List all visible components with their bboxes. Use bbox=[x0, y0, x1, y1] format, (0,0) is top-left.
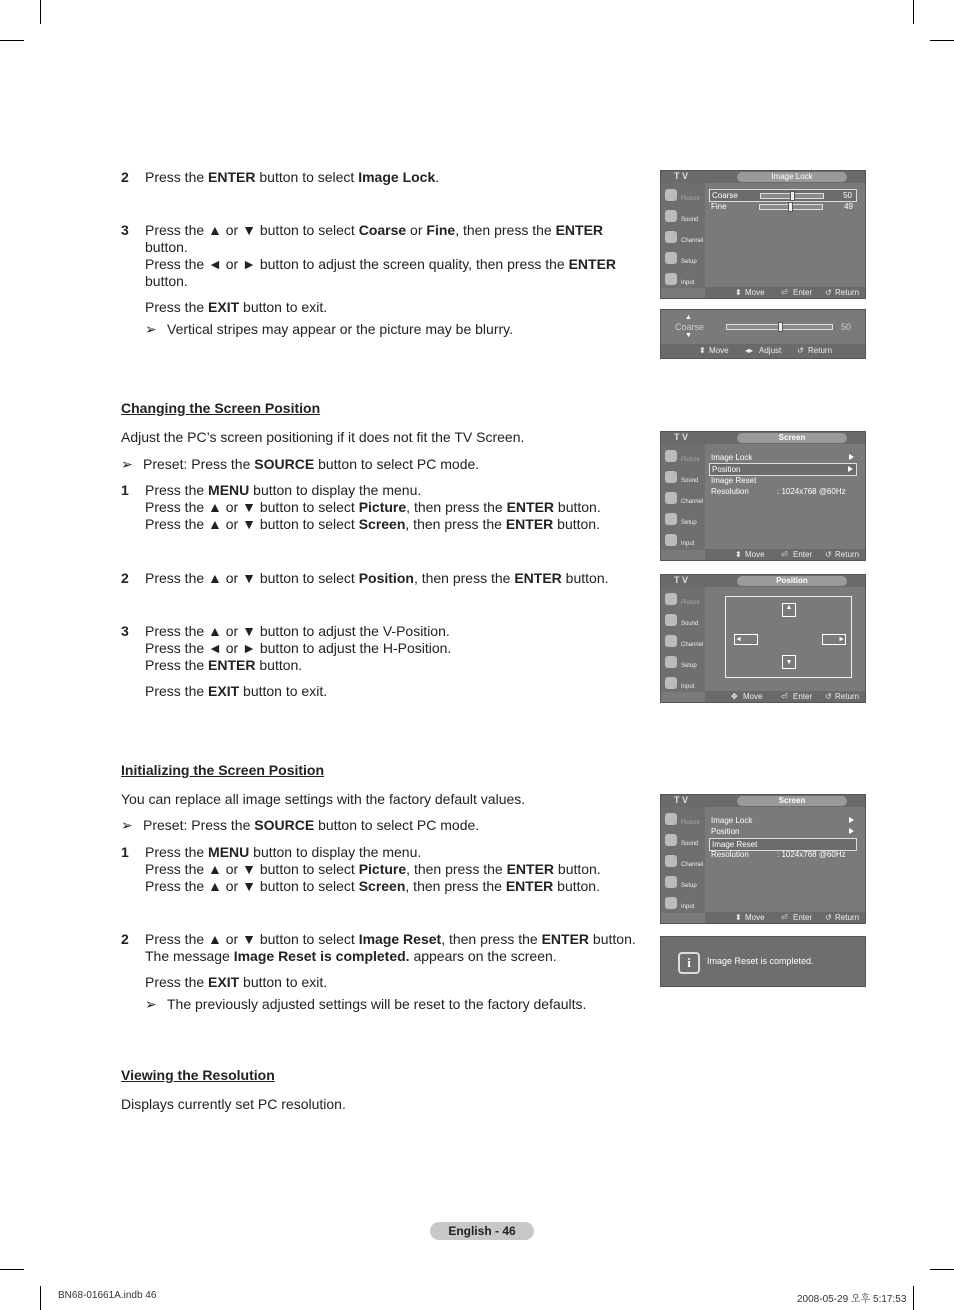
return-icon: ↺ bbox=[825, 913, 832, 922]
osd-bottombar bbox=[705, 287, 865, 298]
osd-sidebar bbox=[661, 444, 705, 550]
down-arrow-icon: ▼ bbox=[685, 332, 692, 339]
text: , then press the bbox=[405, 878, 506, 894]
osd-topbar bbox=[661, 432, 865, 444]
text: button. bbox=[255, 657, 303, 673]
crop-mark bbox=[40, 1286, 41, 1310]
osd-bar-move: Move bbox=[745, 913, 765, 922]
osd-side-label: Channel bbox=[681, 642, 704, 648]
osd-tv-label: T V bbox=[674, 795, 689, 805]
text-bold: ENTER bbox=[541, 931, 590, 947]
text: button to select PC mode. bbox=[314, 456, 480, 472]
text-bold: EXIT bbox=[208, 299, 240, 315]
picture-icon bbox=[665, 593, 677, 605]
osd-row-label: Coarse bbox=[712, 191, 738, 200]
adjust-icon: ◂▸ bbox=[745, 346, 754, 355]
text: , then press the bbox=[405, 516, 506, 532]
osd-bar-return: Return bbox=[835, 288, 860, 297]
osd-side-label: Input bbox=[681, 280, 695, 286]
osd-row-position bbox=[709, 826, 857, 837]
crop-mark bbox=[913, 0, 914, 24]
osd-title: Screen bbox=[737, 433, 847, 443]
slug-left: BN68-01661A.indb 46 bbox=[58, 1290, 157, 1301]
text-bold: ENTER bbox=[506, 499, 555, 515]
text: button to exit. bbox=[239, 299, 328, 315]
text: Press the ▲ or ▼ button to adjust the V-Position. bbox=[145, 623, 450, 639]
text-bold: Coarse bbox=[358, 222, 407, 238]
text: button. bbox=[553, 878, 600, 894]
osd-side-setup bbox=[663, 874, 703, 894]
osd-title: Position bbox=[737, 576, 847, 586]
osd-bottombar bbox=[705, 691, 865, 702]
osd-side-label: Setup bbox=[681, 663, 697, 669]
enter-icon: ⏎ bbox=[781, 692, 788, 701]
osd-sidebar bbox=[661, 807, 705, 913]
osd-bar-adjust: Adjust bbox=[759, 346, 782, 355]
text: . bbox=[435, 169, 440, 185]
return-icon: ↺ bbox=[797, 346, 804, 355]
text-bold: EXIT bbox=[208, 974, 240, 990]
crop-mark bbox=[930, 1269, 954, 1270]
text: Preset: Press the bbox=[143, 817, 255, 833]
step-number: 1 bbox=[121, 844, 129, 860]
text: Press the bbox=[145, 169, 209, 185]
move-icon: ⬍ bbox=[699, 346, 706, 355]
osd-side-label: Picture bbox=[681, 196, 700, 202]
text-bold: MENU bbox=[208, 844, 250, 860]
osd-side-input bbox=[663, 532, 703, 552]
text-bold: ENTER bbox=[505, 878, 554, 894]
text-bold: ENTER bbox=[208, 657, 256, 673]
osd-side-picture bbox=[663, 811, 703, 831]
osd-side-label: Input bbox=[681, 541, 695, 547]
osd-row-value: 50 bbox=[843, 191, 852, 200]
crop-mark bbox=[40, 0, 41, 24]
text-bold: ENTER bbox=[514, 570, 562, 586]
text-bold: ENTER bbox=[208, 169, 256, 185]
osd-row-label: Image Lock bbox=[711, 816, 753, 825]
osd-side-label: Picture bbox=[681, 600, 700, 606]
osd-bar-enter: Enter bbox=[793, 692, 813, 701]
input-icon bbox=[665, 534, 677, 546]
osd-row-image-lock bbox=[709, 815, 857, 826]
text: , then press the bbox=[406, 861, 507, 877]
preset-note bbox=[121, 817, 479, 834]
osd-position-adjust bbox=[660, 574, 866, 703]
text: Press the bbox=[145, 683, 209, 699]
osd-side-label: Sound bbox=[681, 841, 699, 847]
osd-tv-label: T V bbox=[674, 171, 689, 181]
text-bold: Screen bbox=[358, 878, 406, 894]
position-down-icon: ▼ bbox=[782, 655, 796, 669]
osd-side-label: Input bbox=[681, 684, 695, 690]
text: Press the bbox=[145, 657, 209, 673]
channel-icon bbox=[665, 492, 677, 504]
osd-coarse-popup bbox=[660, 309, 866, 359]
text-bold: Position bbox=[358, 570, 414, 586]
osd-row-resolution bbox=[709, 486, 857, 497]
text: Press the bbox=[145, 482, 209, 498]
text: Press the ▲ or ▼ button to select bbox=[145, 516, 359, 532]
return-icon: ↺ bbox=[825, 692, 832, 701]
osd-bottombar bbox=[661, 344, 865, 358]
coarse-popup-slider bbox=[726, 324, 833, 330]
sound-icon bbox=[665, 210, 677, 222]
osd-bar-enter: Enter bbox=[793, 288, 813, 297]
osd-side-label: Sound bbox=[681, 621, 699, 627]
text: or bbox=[406, 222, 427, 238]
osd-main bbox=[707, 185, 859, 286]
text: Press the bbox=[145, 299, 209, 315]
setup-icon bbox=[665, 513, 677, 525]
osd-side-label: Channel bbox=[681, 862, 704, 868]
text: , then press the bbox=[406, 499, 507, 515]
osd-image-lock bbox=[660, 170, 866, 299]
crop-mark bbox=[913, 1286, 914, 1310]
osd-bottombar bbox=[705, 912, 865, 923]
text: Press the ▲ or ▼ button to select bbox=[145, 222, 359, 238]
text: button to exit. bbox=[239, 974, 328, 990]
intro-text: You can replace all image settings with the factory default values. bbox=[121, 791, 526, 807]
text: Preset: Press the bbox=[143, 456, 255, 472]
crop-mark bbox=[0, 40, 24, 41]
coarse-label: Coarse bbox=[675, 322, 705, 332]
text: , then press the bbox=[413, 570, 515, 586]
osd-side-setup bbox=[663, 511, 703, 531]
osd-side-sound bbox=[663, 832, 703, 852]
step-number: 1 bbox=[121, 482, 129, 498]
text: Press the ▲ or ▼ button to select bbox=[145, 499, 359, 515]
osd-row-image-lock bbox=[709, 452, 857, 463]
text: button. bbox=[553, 516, 600, 532]
osd-row-label: Image Lock bbox=[711, 453, 753, 462]
chevron-right-icon bbox=[849, 817, 854, 823]
page-number: English - 46 bbox=[430, 1222, 534, 1240]
channel-icon bbox=[665, 231, 677, 243]
osd-side-input bbox=[663, 675, 703, 695]
osd-side-input bbox=[663, 271, 703, 291]
osd-side-setup bbox=[663, 250, 703, 270]
osd-row-label: Position bbox=[712, 465, 741, 474]
osd-side-sound bbox=[663, 612, 703, 632]
osd-main bbox=[707, 446, 859, 548]
picture-icon bbox=[665, 189, 677, 201]
enter-icon: ⏎ bbox=[781, 550, 788, 559]
osd-side-label: Sound bbox=[681, 478, 699, 484]
osd-bar-move: Move bbox=[709, 346, 729, 355]
text: button. bbox=[145, 273, 188, 289]
text: , then press the bbox=[441, 931, 542, 947]
text-bold: ENTER bbox=[506, 861, 555, 877]
step-number: 2 bbox=[121, 169, 129, 185]
note-vertical-stripes bbox=[145, 321, 513, 338]
osd-row-label: Position bbox=[711, 827, 740, 836]
osd-side-channel bbox=[663, 853, 703, 873]
osd-row-fine bbox=[709, 201, 857, 212]
heading-viewing-resolution: Viewing the Resolution bbox=[121, 1067, 275, 1083]
osd-topbar bbox=[661, 171, 865, 183]
enter-icon: ⏎ bbox=[781, 913, 788, 922]
text: button. bbox=[561, 570, 609, 586]
preset-note bbox=[121, 456, 479, 473]
osd-bar-move: Move bbox=[743, 692, 763, 701]
text: appears on the screen. bbox=[409, 948, 557, 964]
osd-main bbox=[707, 809, 859, 911]
intro-text: Displays currently set PC resolution. bbox=[121, 1096, 346, 1112]
osd-row-label: Resolution bbox=[711, 487, 749, 496]
text: Vertical stripes may appear or the picture may be blurry. bbox=[167, 321, 514, 337]
move-icon: ⬍ bbox=[735, 288, 742, 297]
osd-tv-label: T V bbox=[674, 575, 689, 585]
text-bold: ENTER bbox=[555, 222, 604, 238]
osd-side-sound bbox=[663, 469, 703, 489]
osd-row-label: Resolution bbox=[711, 850, 749, 859]
text-bold: Image Reset bbox=[358, 931, 442, 947]
text: Press the bbox=[145, 974, 209, 990]
text: button. bbox=[554, 499, 601, 515]
osd-bar-return: Return bbox=[835, 550, 860, 559]
input-icon bbox=[665, 273, 677, 285]
text: Press the ▲ or ▼ button to select bbox=[145, 931, 359, 947]
text-bold: EXIT bbox=[208, 683, 240, 699]
text: button to display the menu. bbox=[249, 482, 422, 498]
osd-row-label: Image Reset bbox=[712, 840, 758, 849]
text-bold: Picture bbox=[358, 861, 407, 877]
channel-icon bbox=[665, 855, 677, 867]
sound-icon bbox=[665, 834, 677, 846]
osd-side-label: Input bbox=[681, 904, 695, 910]
crop-mark bbox=[930, 40, 954, 41]
osd-screen-position bbox=[660, 431, 866, 561]
osd-tv-label: T V bbox=[674, 432, 689, 442]
osd-side-label: Setup bbox=[681, 259, 697, 265]
text: The previously adjusted settings will be reset to the factory defaults. bbox=[167, 996, 587, 1012]
note-arrow-icon: ➢ bbox=[145, 321, 157, 337]
note-arrow-icon: ➢ bbox=[121, 456, 133, 472]
setup-icon bbox=[665, 876, 677, 888]
osd-row-label: Image Reset bbox=[711, 476, 757, 485]
channel-icon bbox=[665, 635, 677, 647]
text: button to select bbox=[255, 169, 359, 185]
sound-icon bbox=[665, 614, 677, 626]
text: Press the ▲ or ▼ button to select bbox=[145, 570, 359, 586]
text-bold: Image Reset is completed. bbox=[233, 948, 410, 964]
osd-side-picture bbox=[663, 187, 703, 207]
picture-icon bbox=[665, 450, 677, 462]
osd-title: Screen bbox=[737, 796, 847, 806]
position-up-icon: ▲ bbox=[782, 603, 796, 617]
text: Press the bbox=[145, 844, 209, 860]
text: button. bbox=[145, 239, 188, 255]
text: Press the ▲ or ▼ button to select bbox=[145, 861, 359, 877]
osd-row-value: 49 bbox=[844, 202, 853, 211]
osd-side-input bbox=[663, 895, 703, 915]
osd-sidebar bbox=[661, 587, 705, 692]
fine-slider bbox=[759, 204, 823, 210]
osd-screen-image-reset bbox=[660, 794, 866, 924]
text: , then press the bbox=[455, 222, 556, 238]
osd-side-sound bbox=[663, 208, 703, 228]
osd-bar-enter: Enter bbox=[793, 550, 813, 559]
osd-bar-return: Return bbox=[808, 346, 833, 355]
osd-bar-return: Return bbox=[835, 692, 860, 701]
osd-bar-return: Return bbox=[835, 913, 860, 922]
text-bold: SOURCE bbox=[254, 456, 315, 472]
osd-side-label: Setup bbox=[681, 883, 697, 889]
step-number: 3 bbox=[121, 623, 129, 639]
heading-changing-screen-position: Changing the Screen Position bbox=[121, 400, 321, 416]
text-bold: Picture bbox=[358, 499, 407, 515]
setup-icon bbox=[665, 656, 677, 668]
osd-side-channel bbox=[663, 229, 703, 249]
osd-side-label: Channel bbox=[681, 499, 704, 505]
slider-knob bbox=[778, 322, 783, 332]
return-icon: ↺ bbox=[825, 288, 832, 297]
osd-bar-move: Move bbox=[745, 288, 765, 297]
text-bold: MENU bbox=[208, 482, 250, 498]
osd-row-image-reset bbox=[709, 475, 857, 486]
note-arrow-icon: ➢ bbox=[121, 817, 133, 833]
text: button to exit. bbox=[239, 683, 328, 699]
osd-row-resolution bbox=[709, 849, 857, 860]
chevron-right-icon bbox=[849, 828, 854, 834]
text-bold: ENTER bbox=[568, 256, 617, 272]
setup-icon bbox=[665, 252, 677, 264]
text: button to select PC mode. bbox=[314, 817, 480, 833]
slug-right: 2008-05-29 오후 5:17:53 bbox=[797, 1294, 907, 1305]
reset-message-text: Image Reset is completed. bbox=[707, 956, 814, 966]
info-icon: i bbox=[678, 952, 700, 974]
osd-side-setup bbox=[663, 654, 703, 674]
sound-icon bbox=[665, 471, 677, 483]
text-bold: SOURCE bbox=[254, 817, 315, 833]
up-arrow-icon: ▲ bbox=[685, 314, 692, 321]
picture-icon bbox=[665, 813, 677, 825]
osd-title: Image Lock bbox=[737, 172, 847, 182]
intro-text: Adjust the PC’s screen positioning if it does not fit the TV Screen. bbox=[121, 429, 525, 445]
text: button to display the menu. bbox=[249, 844, 422, 860]
heading-initializing-screen-position: Initializing the Screen Position bbox=[121, 762, 325, 778]
osd-topbar bbox=[661, 575, 865, 587]
step-number: 3 bbox=[121, 222, 129, 238]
osd-side-label: Picture bbox=[681, 457, 700, 463]
note-arrow-icon: ➢ bbox=[145, 996, 157, 1012]
note-reset-defaults bbox=[145, 996, 586, 1013]
move-all-icon: ✥ bbox=[731, 692, 738, 701]
osd-side-label: Sound bbox=[681, 217, 699, 223]
return-icon: ↺ bbox=[825, 550, 832, 559]
position-left-icon: ◄ bbox=[734, 634, 758, 645]
step-number: 2 bbox=[121, 570, 129, 586]
text: button. bbox=[589, 931, 636, 947]
input-icon bbox=[665, 897, 677, 909]
coarse-popup-value: 50 bbox=[841, 322, 852, 332]
osd-side-picture bbox=[663, 448, 703, 468]
slider-knob bbox=[788, 202, 793, 212]
text: The message bbox=[145, 948, 234, 964]
osd-side-label: Setup bbox=[681, 520, 697, 526]
input-icon bbox=[665, 677, 677, 689]
osd-reset-message bbox=[660, 936, 866, 987]
osd-row-value: : 1024x768 @60Hz bbox=[777, 850, 846, 859]
osd-side-picture bbox=[663, 591, 703, 611]
text-bold: Fine bbox=[426, 222, 456, 238]
crop-mark bbox=[0, 1269, 24, 1270]
text: Press the ◄ or ► button to adjust the screen quality, then press the bbox=[145, 256, 569, 272]
coarse-slider bbox=[760, 193, 824, 199]
osd-side-label: Channel bbox=[681, 238, 704, 244]
move-icon: ⬍ bbox=[735, 913, 742, 922]
position-frame bbox=[725, 596, 852, 678]
slider-knob bbox=[790, 191, 795, 201]
osd-bottombar bbox=[705, 549, 865, 560]
enter-icon: ⏎ bbox=[781, 288, 788, 297]
text: Press the ◄ or ► button to adjust the H-Position. bbox=[145, 640, 452, 656]
osd-topbar bbox=[661, 795, 865, 807]
osd-bar-enter: Enter bbox=[793, 913, 813, 922]
move-icon: ⬍ bbox=[735, 550, 742, 559]
text-bold: Image Lock bbox=[358, 169, 436, 185]
osd-side-channel bbox=[663, 633, 703, 653]
chevron-right-icon bbox=[849, 454, 854, 460]
text-bold: Screen bbox=[358, 516, 406, 532]
text: Press the ▲ or ▼ button to select bbox=[145, 878, 359, 894]
osd-sidebar bbox=[661, 183, 705, 288]
osd-side-label: Picture bbox=[681, 820, 700, 826]
osd-row-label: Fine bbox=[711, 202, 727, 211]
step-number: 2 bbox=[121, 931, 129, 947]
text-bold: ENTER bbox=[505, 516, 554, 532]
osd-side-channel bbox=[663, 490, 703, 510]
position-right-icon: ► bbox=[822, 634, 846, 645]
chevron-right-icon bbox=[848, 466, 853, 472]
osd-bar-move: Move bbox=[745, 550, 765, 559]
text: button. bbox=[554, 861, 601, 877]
osd-row-value: : 1024x768 @60Hz bbox=[777, 487, 846, 496]
